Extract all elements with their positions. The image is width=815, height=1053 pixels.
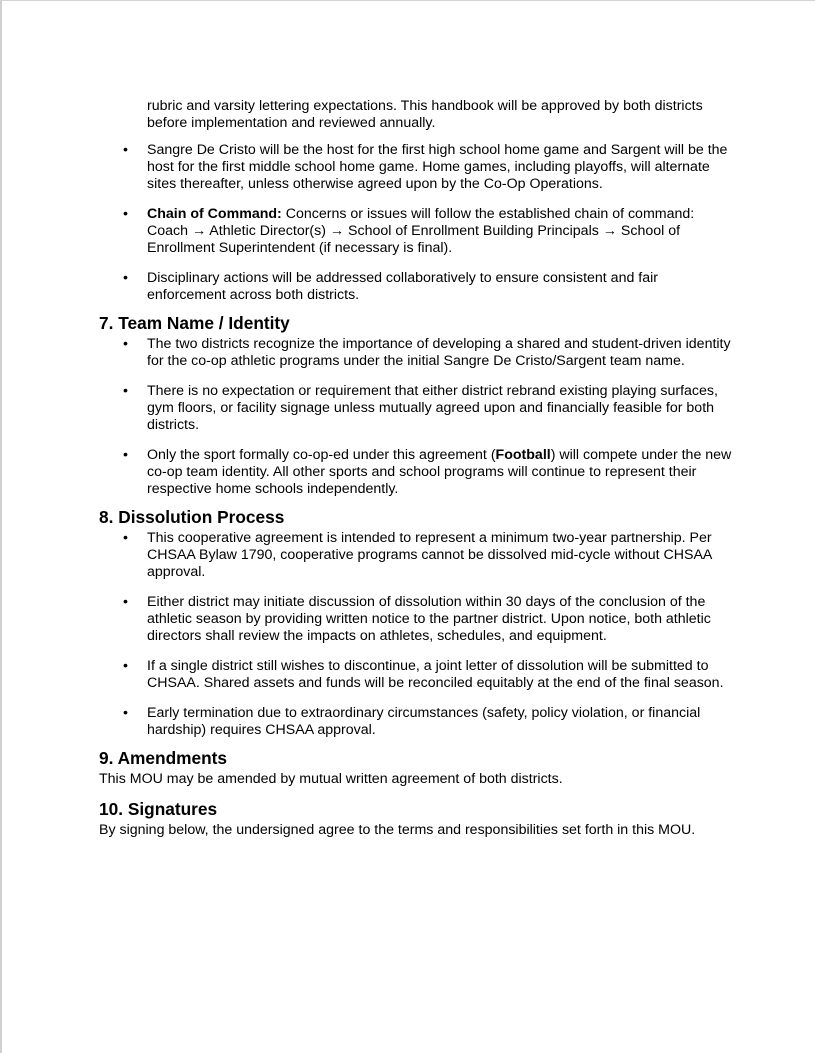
bullet-icon: •: [123, 142, 128, 158]
bullet-icon: •: [123, 383, 128, 399]
bullet-icon: •: [123, 206, 128, 222]
section-7-heading: 7. Team Name / Identity: [99, 313, 290, 333]
list-item: • If a single district still wishes to discontinue, a joint letter of dissolution will be submitted to CHSAA. Shared assets and funds will be reconciled equitably at the end of the final season.: [123, 658, 724, 691]
continued-paragraph: rubric and varsity lettering expectations. This handbook will be approved by both districts before implementation and reviewed annually.: [147, 98, 703, 131]
bullet-icon: •: [123, 658, 128, 674]
bullet-icon: •: [123, 530, 128, 546]
list-item: • Disciplinary actions will be addressed collaboratively to ensure consistent and fair enforcement across both districts.: [123, 270, 659, 303]
list-item: • Chain of Command: Concerns or issues will follow the established chain of command: Coach → Athletic Director(s) → School of Enrollment Building Principals → School of Enrollment Superintendent (if necessary is final).: [123, 206, 695, 256]
bullet-icon: •: [123, 594, 128, 610]
list-item: • There is no expectation or requirement that either district rebrand existing playing surfaces, gym floors, or facility signage unless mutually agreed upon and financially feasible for both districts.: [123, 383, 718, 433]
sport-name: Football: [495, 447, 551, 463]
bullet-icon: •: [123, 336, 128, 352]
bullet-icon: •: [123, 705, 128, 721]
list-item: • Early termination due to extraordinary circumstances (safety, policy violation, or financial hardship) requires CHSAA approval.: [123, 705, 701, 738]
section-9-heading: 9. Amendments: [99, 748, 228, 768]
list-item: • Sangre De Cristo will be the host for the first high school home game and Sargent will be the host for the first middle school home game. Home games, including playoffs, will alternate sites thereafter, unless otherwise agreed upon by the Co-Op Operations.: [123, 142, 728, 192]
section-10-text: By signing below, the undersigned agree to the terms and responsibilities set forth in this MOU.: [99, 822, 696, 838]
list-item: • Either district may initiate discussion of dissolution within 30 days of the conclusion of the athletic season by providing written notice to the partner district. Upon notice, both athletic directors shall review the impacts on athletes, schedules, and equipment.: [123, 594, 711, 644]
bullet-icon: •: [123, 270, 128, 286]
bullet-icon: •: [123, 447, 128, 463]
list-item: • This cooperative agreement is intended to represent a minimum two-year partnership. Per CHSAA Bylaw 1790, cooperative programs cannot be dissolved mid-cycle without CHSAA approval.: [123, 530, 712, 580]
section-8-list: [99, 530, 739, 739]
page-content: [99, 98, 739, 850]
section-7-list: [99, 336, 739, 498]
section-9-text: This MOU may be amended by mutual written agreement of both districts.: [99, 771, 563, 787]
section-6-list: [99, 142, 739, 304]
list-item: • Only the sport formally co-op-ed under this agreement (Football) will compete under the new co-op team identity. All other sports and school programs will continue to represent their respective home schools independently.: [123, 447, 732, 497]
section-10-heading: 10. Signatures: [99, 799, 218, 819]
chain-of-command-label: Chain of Command:: [147, 206, 282, 222]
list-item: • The two districts recognize the importance of developing a shared and student-driven identity for the co-op athletic programs under the initial Sangre De Cristo/Sargent team name.: [123, 336, 731, 369]
section-8-heading: 8. Dissolution Process: [99, 507, 285, 527]
